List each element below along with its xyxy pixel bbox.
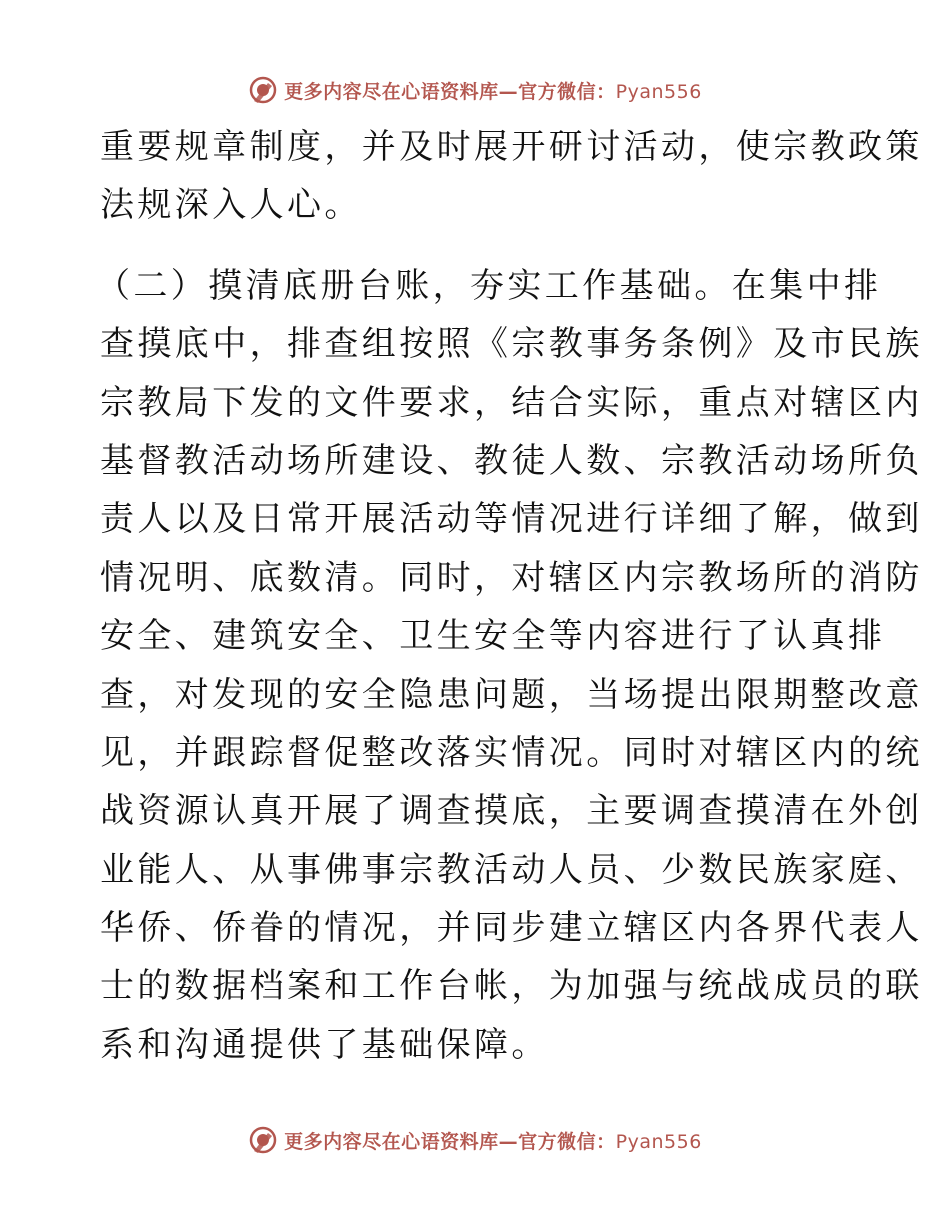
text-line: 士的数据档案和工作台帐，为加强与统战成员的联 — [100, 966, 923, 1007]
header-watermark — [0, 72, 950, 108]
text-line: 宗教局下发的文件要求，结合实际，重点对辖区内 — [100, 382, 923, 423]
text-line: 见，并跟踪督促整改落实情况。同时对辖区内的统 — [100, 732, 923, 773]
watermark-text: 更多内容尽在心语资料库—官方微信：Pyan556 — [284, 80, 702, 103]
text-line: 查摸底中，排查组按照《宗教事务条例》及市民族 — [100, 324, 923, 365]
text-line: （二）摸清底册台账，夯实工作基础。在集中排 — [96, 265, 882, 306]
text-line: 法规深入人心。 — [100, 185, 362, 226]
document-body — [96, 118, 923, 1074]
paragraph-2 — [96, 257, 923, 1074]
text-line: 责人以及日常开展活动等情况进行详细了解，做到 — [100, 499, 923, 540]
text-line: 战资源认真开展了调查摸底，主要调查摸清在外创 — [100, 791, 923, 832]
text-line: 华侨、侨眷的情况，并同步建立辖区内各界代表人 — [100, 908, 923, 949]
text-line: 基督教活动场所建设、教徒人数、宗教活动场所负 — [100, 440, 923, 481]
text-line: 重要规章制度，并及时展开研讨活动，使宗教政策 — [100, 127, 923, 167]
pen-logo-icon — [248, 1125, 278, 1155]
footer-watermark — [0, 1122, 950, 1158]
text-line: 查，对发现的安全隐患问题，当场提出限期整改意 — [100, 674, 923, 715]
text-line: 业能人、从事佛事宗教活动人员、少数民族家庭、 — [100, 849, 923, 890]
paragraph-1 — [100, 118, 923, 235]
text-line: 情况明、底数清。同时，对辖区内宗教场所的消防 — [100, 557, 923, 598]
pen-logo-icon — [248, 75, 278, 105]
text-line: 安全、建筑安全、卫生安全等内容进行了认真排 — [100, 616, 886, 657]
watermark-text: 更多内容尽在心语资料库—官方微信：Pyan556 — [284, 1130, 702, 1153]
text-line: 系和沟通提供了基础保障。 — [100, 1024, 549, 1065]
